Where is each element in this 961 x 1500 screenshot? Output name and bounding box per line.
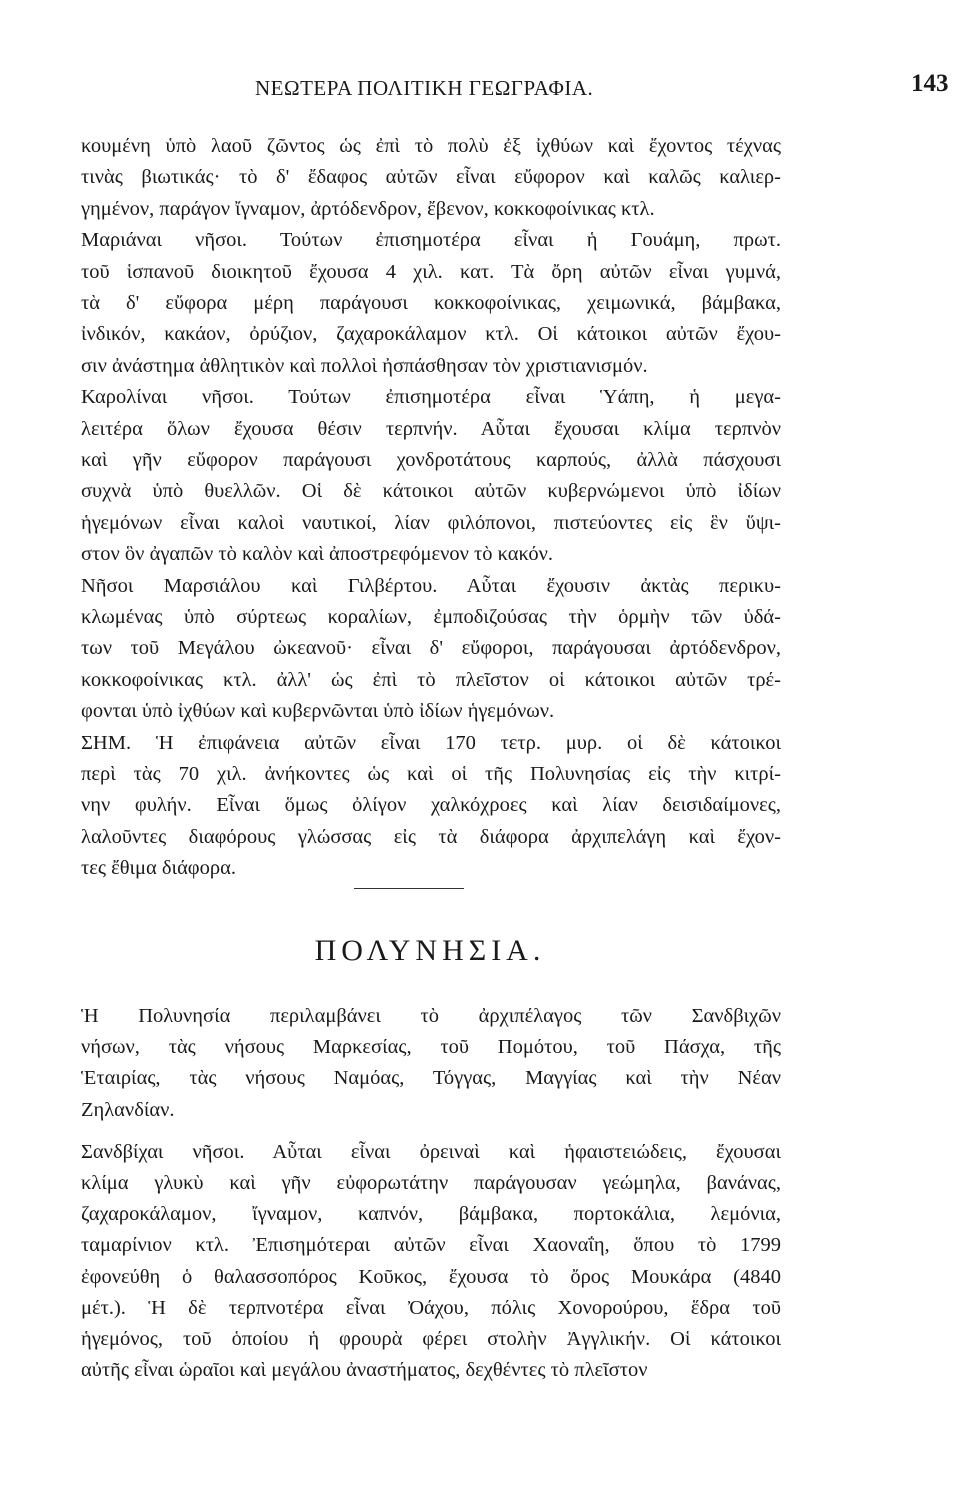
text-line: κοκκοφοίνικας κτλ. ἀλλ' ὡς ἐπὶ τὸ πλεῖστον οἱ κάτοικοι αὐτῶν τρέ-	[81, 668, 781, 691]
text-line: Καρολίναι νῆσοι. Τούτων ἐπισημοτέρα εἶναι Ὑάπη, ἡ μεγα-	[81, 386, 781, 409]
text-line: Ἑταιρίας, τὰς νήσους Ναμόας, Τόγγας, Μαγγίας καὶ τὴν Νέαν	[81, 1067, 781, 1090]
text-line: νην φυλήν. Εἶναι ὅμως ὀλίγον χαλκόχροες καὶ λίαν δεισιδαίμονες,	[81, 794, 781, 817]
text-line: ἰνδικόν, κακάον, ὀρύζιον, ζαχαροκάλαμον κτλ. Οἱ κάτοικοι αὐτῶν ἔχου-	[81, 323, 781, 346]
text-line: ΣΗΜ. Ἡ ἐπιφάνεια αὐτῶν εἶναι 170 τετρ. μυρ. οἱ δὲ κάτοικοι	[81, 731, 781, 754]
text-line: συχνὰ ὑπὸ θυελλῶν. Οἱ δὲ κάτοικοι αὐτῶν κυβερνώμενοι ὑπὸ ἰδίων	[81, 480, 781, 503]
text-line: λαλοῦντες διαφόρους γλώσσας εἰς τὰ διάφορα ἀρχιπελάγη καὶ ἔχον-	[81, 825, 781, 848]
text-line: κουμένη ὑπὸ λαοῦ ζῶντος ὡς ἐπὶ τὸ πολὺ ἐξ ἰχθύων καὶ ἔχοντος τέχνας	[81, 135, 781, 157]
section-title: ΠΟΛΥΝΗΣΙΑ.	[314, 934, 546, 967]
text-line: Σανδβίχαι νῆσοι. Αὗται εἶναι ὀρειναὶ καὶ ἡφαιστειώδεις, ἔχουσαι	[81, 1140, 781, 1163]
text-line: στον ὃν ἀγαπῶν τὸ καλὸν καὶ ἀποστρεφόμενον τὸ κακόν.	[81, 543, 554, 566]
text-line: φονται ὑπὸ ἰχθύων καὶ κυβερνῶνται ὑπὸ ἰδίων ἡγεμόνων.	[81, 700, 555, 723]
text-line: καὶ γῆν εὔφορον παράγουσι χονδροτάτους καρπούς, ἀλλὰ πάσχουσι	[81, 449, 781, 471]
text-line: ταμαρίνιον κτλ. Ἐπισημότεραι αὐτῶν εἶναι Χαοναΐη, ὅπου τὸ 1799	[81, 1234, 781, 1257]
text-line: αὐτῆς εἶναι ὡραῖοι καὶ μεγάλου ἀναστήματος, δεχθέντες τὸ πλεῖστον	[81, 1359, 648, 1382]
text-line: Ἡ Πολυνησία περιλαμβάνει τὸ ἀρχιπέλαγος τῶν Σανδβιχῶν	[81, 1005, 781, 1027]
text-line: λειτέρα ὅλων ἔχουσα θέσιν τερπνήν. Αὗται ἔχουσαι κλίμα τερπνὸν	[81, 417, 781, 440]
text-line: νήσων, τὰς νήσους Μαρκεσίας, τοῦ Πομότου, τοῦ Πάσχα, τῆς	[81, 1036, 781, 1059]
text-line: τὰ δ' εὔφορα μέρη παράγουσι κοκκοφοίνικας, χειμωνικά, βάμβακα,	[81, 292, 781, 314]
text-line: γημένον, παράγον ἴγναμον, ἀρτόδενδρον, ἔβενον, κοκκοφοίνικας κτλ.	[81, 197, 655, 220]
text-line: Μαριάναι νῆσοι. Τούτων ἐπισημοτέρα εἶναι ἡ Γουάμη, πρωτ.	[81, 229, 781, 252]
text-line: Ζηλανδίαν.	[81, 1098, 175, 1121]
text-line: τινὰς βιωτικάς· τὸ δ' ἔδαφος αὐτῶν εἶναι εὔφορον καὶ καλῶς καλιερ-	[81, 166, 781, 189]
text-line: ἡγεμόνος, τοῦ ὁποίου ἡ φρουρὰ φέρει στολὴν Ἀγγλικήν. Οἱ κάτοικοι	[81, 1328, 781, 1350]
text-line: ἡγεμόνων εἶναι καλοὶ ναυτικοί, λίαν φιλόπονοι, πιστεύοντες εἰς ἓν ὕψι-	[81, 511, 781, 534]
text-line: ἐφονεύθη ὁ θαλασσοπόρος Κοῦκος, ἔχουσα τὸ ὄρος Μουκάρα (4840	[81, 1265, 781, 1288]
page-number: 143	[911, 70, 949, 97]
text-line: των τοῦ Μεγάλου ὠκεανοῦ· εἶναι δ' εὔφοροι, παράγουσαι ἀρτόδενδρον,	[81, 637, 781, 660]
text-line: κλωμένας ὑπὸ σύρτεως κοραλίων, ἐμποδιζούσας τὴν ὁρμὴν τῶν ὑδά-	[81, 606, 781, 628]
text-line: μέτ.). Ἡ δὲ τερπνοτέρα εἶναι Ὀάχου, πόλις Χονορούρου, ἕδρα τοῦ	[81, 1296, 781, 1319]
running-title: ΝΕΩΤΕΡΑ ΠΟΛΙΤΙΚΗ ΓΕΩΓΡΑΦΙΑ.	[255, 76, 594, 100]
text-line: κλίμα γλυκὺ καὶ γῆν εὐφορωτάτην παράγουσαν γεώμηλα, βανάνας,	[81, 1172, 781, 1194]
text-line: τες ἔθιμα διάφορα.	[81, 857, 236, 880]
text-line: σιν ἀνάστημα ἀθλητικὸν καὶ πολλοὶ ἠσπάσθησαν τὸν χριστιανισμόν.	[81, 354, 648, 377]
text-line: τοῦ ἱσπανοῦ διοικητοῦ ἔχουσα 4 χιλ. κατ. Τὰ ὄρη αὐτῶν εἶναι γυμνά,	[81, 260, 781, 283]
section-divider	[354, 888, 464, 889]
text-line: ζαχαροκάλαμον, ἴγναμον, καπνόν, βάμβακα, πορτοκάλια, λεμόνια,	[81, 1203, 781, 1226]
text-line: περὶ τὰς 70 χιλ. ἀνήκοντες ὡς καὶ οἱ τῆς Πολυνησίας εἰς τὴν κιτρί-	[81, 763, 781, 785]
text-line: Νῆσοι Μαρσιάλου καὶ Γιλβέρτου. Αὗται ἔχουσιν ἀκτὰς περικυ-	[81, 574, 781, 597]
